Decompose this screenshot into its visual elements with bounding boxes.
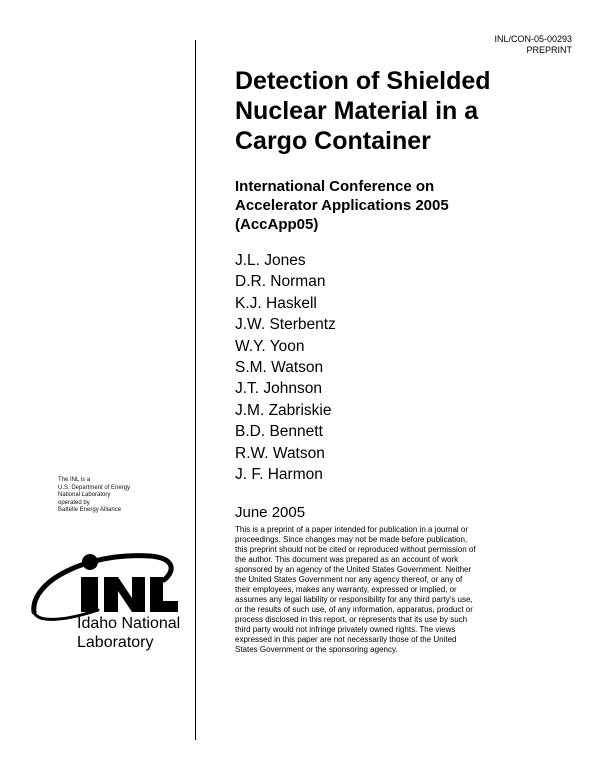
disclaimer xyxy=(235,525,545,655)
logo-wordmark xyxy=(77,614,180,652)
title-line: Nuclear Material in a xyxy=(235,97,479,125)
author: R.W. Watson xyxy=(235,444,325,462)
author: J.L. Jones xyxy=(235,252,306,269)
conference-name xyxy=(235,177,575,234)
report-id xyxy=(494,34,572,56)
disclaimer-line: proceedings. Since changes may not be made before publication, xyxy=(235,535,468,544)
author: J.W. Sterbentz xyxy=(235,316,336,334)
disclaimer-line: assumes any legal liability or responsibility for any third party's use, xyxy=(235,595,473,604)
disclaimer-line: this preprint should not be cited or reproduced without permission of xyxy=(235,545,476,554)
logo-mark-text: INL xyxy=(28,540,30,541)
author-list xyxy=(235,250,336,485)
title-line: Cargo Container xyxy=(235,127,431,155)
logo-letter-n xyxy=(104,577,145,612)
operator-line: Battelle Energy Alliance xyxy=(58,507,122,513)
operator-note xyxy=(58,477,130,515)
conference-line: (AccApp05) xyxy=(235,216,319,233)
conference-line: International Conference on xyxy=(235,178,435,195)
disclaimer-line: the United States Government nor any agency thereof, or any of xyxy=(235,575,463,584)
preprint-label: PREPRINT xyxy=(526,45,572,55)
logo-dot xyxy=(82,554,98,570)
disclaimer-line: the author. This document was prepared as an account of work xyxy=(235,555,459,564)
disclaimer-line: third party would not infringe privately owned rights. The views xyxy=(235,625,456,634)
logo-name-line: Idaho National xyxy=(77,615,181,632)
disclaimer-line: sponsored by an agency of the United States Government. Neither xyxy=(235,565,472,574)
operator-line: U.S. Department of Energy xyxy=(58,484,131,491)
logo-name-line: Laboratory xyxy=(77,634,154,651)
author: B.D. Bennett xyxy=(235,423,323,441)
vertical-divider xyxy=(195,40,196,740)
author: W.Y. Yoon xyxy=(235,337,305,355)
disclaimer-line: process disclosed in this report, or represents that its use by such xyxy=(235,615,468,624)
author: K.J. Haskell xyxy=(235,294,317,312)
author: J.M. Zabriskie xyxy=(235,401,332,419)
author: D.R. Norman xyxy=(235,273,326,291)
operator-line: National Laboratory xyxy=(58,492,111,498)
document-title xyxy=(235,66,575,156)
conference-line: Accelerator Applications 2005 xyxy=(235,197,449,214)
report-number: INL/CON-05-00293 xyxy=(494,34,572,44)
disclaimer-line: expressed in this paper are not necessarily those of the United xyxy=(235,635,457,644)
title-line: Detection of Shielded xyxy=(235,67,491,95)
operator-line: The INL is a xyxy=(58,477,91,483)
disclaimer-line: their employees, makes any warranty, expressed or implied, or xyxy=(235,585,457,594)
author: J. F. Harmon xyxy=(235,466,323,484)
disclaimer-line: This is a preprint of a paper intended for publication in a journal or xyxy=(235,525,469,534)
logo-letter-i xyxy=(81,577,98,612)
operator-line: operated by xyxy=(58,499,90,506)
disclaimer-line: or the results of such use, of any information, apparatus, product or xyxy=(235,605,473,614)
author: S.M. Watson xyxy=(235,359,324,377)
disclaimer-line: States Government or the sponsoring agency. xyxy=(235,645,398,654)
publication-date: June 2005 xyxy=(235,504,306,521)
author: J.T. Johnson xyxy=(235,380,323,398)
